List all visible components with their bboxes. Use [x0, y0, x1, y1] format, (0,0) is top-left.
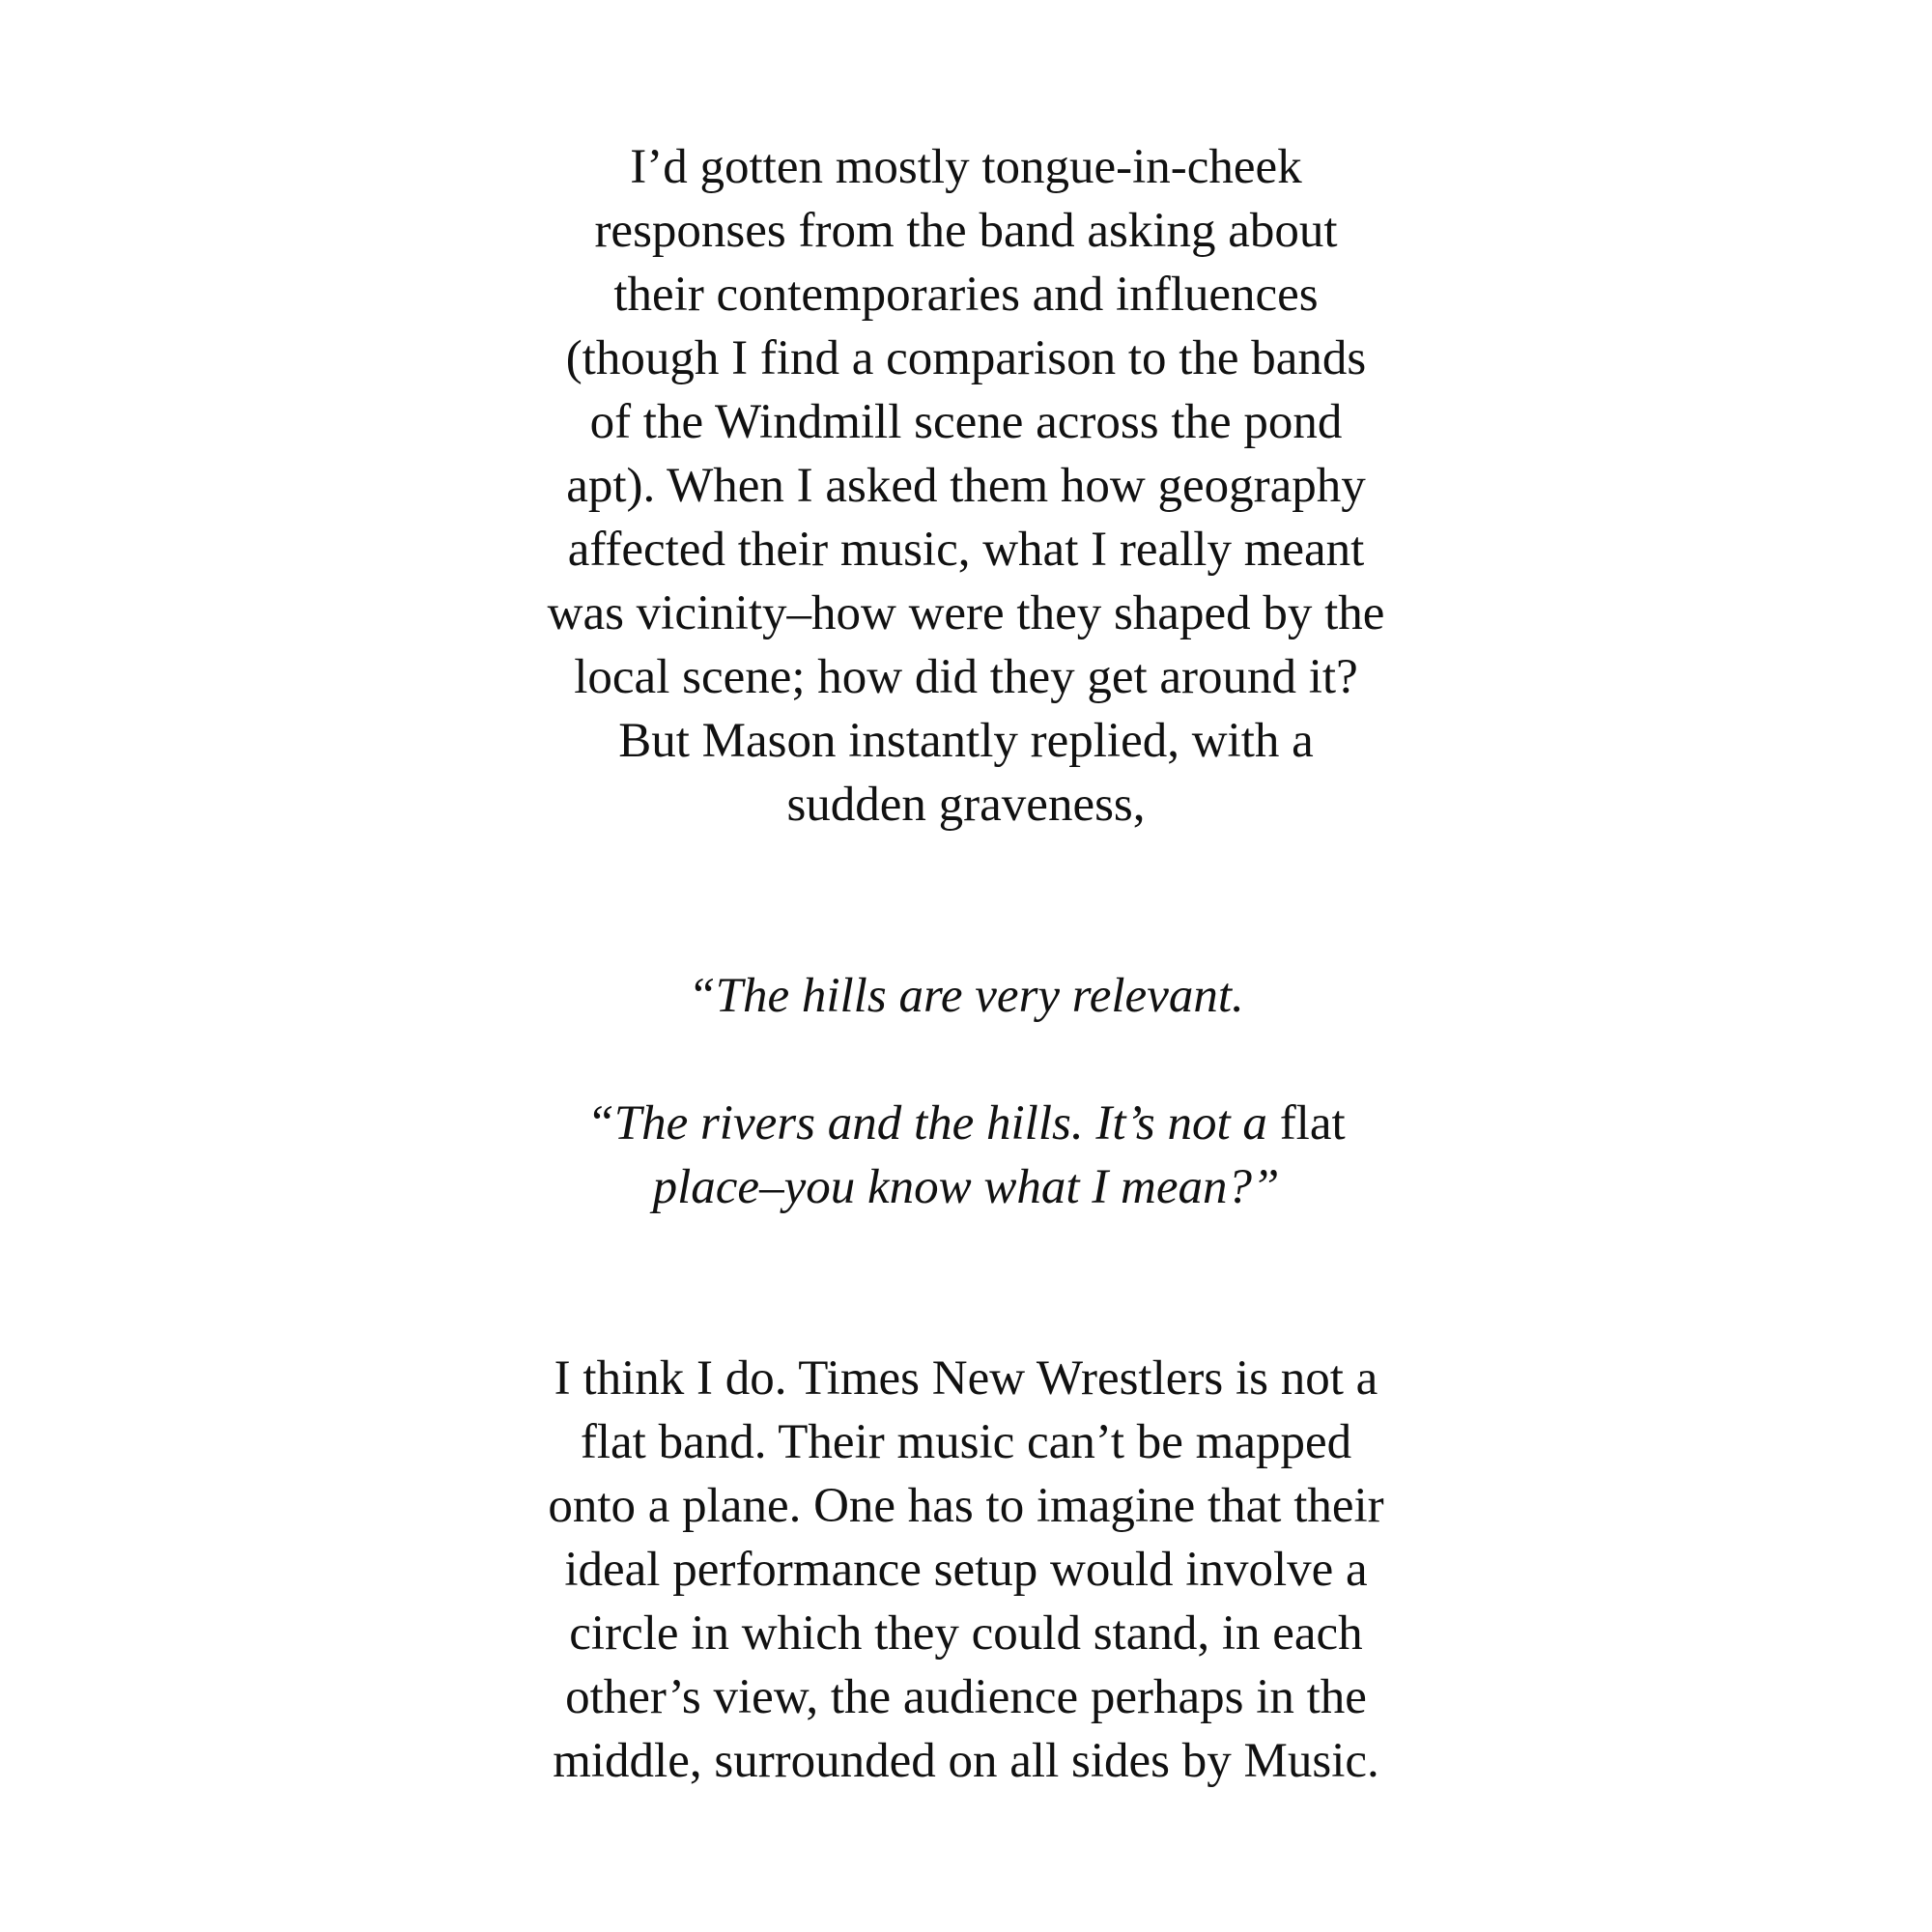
article-body — [483, 135, 1449, 1793]
text-line: flat band. Their music can’t be mapped — [580, 1415, 1352, 1469]
quote-emphasis-word: flat — [1279, 1096, 1346, 1151]
text-line: was vicinity–how were they shaped by the — [547, 586, 1385, 640]
text-line: of the Windmill scene across the pond — [589, 395, 1343, 449]
text-line: onto a plane. One has to imagine that their — [548, 1479, 1384, 1533]
text-line: I’d gotten mostly tongue-in-cheek — [630, 140, 1302, 194]
intro-paragraph — [483, 135, 1449, 837]
text-line: apt). When I asked them how geography — [566, 459, 1366, 513]
text-line: (though I find a comparison to the bands — [565, 331, 1367, 385]
quote-italic-text: “The rivers and the hills. It’s not a — [586, 1096, 1280, 1151]
quote-block — [483, 964, 1449, 1219]
text-line: circle in which they could stand, in each — [569, 1606, 1363, 1661]
quote-line — [483, 1092, 1449, 1219]
quote-line — [483, 964, 1449, 1028]
text-line: I think I do. Times New Wrestlers is not a — [554, 1351, 1378, 1406]
text-line: other’s view, the audience perhaps in the — [565, 1670, 1367, 1724]
quote-text-line — [483, 1092, 1449, 1155]
quote-italic-text: place–you know what I mean?” — [652, 1160, 1280, 1214]
text-line: affected their music, what I really meant — [567, 523, 1365, 577]
closing-paragraph — [483, 1347, 1449, 1793]
text-line: their contemporaries and influences — [613, 268, 1319, 322]
text-line: sudden graveness, — [786, 778, 1146, 832]
text-line: responses from the band asking about — [594, 204, 1338, 258]
text-line: middle, surrounded on all sides by Music. — [553, 1734, 1379, 1788]
text-line: But Mason instantly replied, with a — [618, 714, 1314, 768]
quote-text: “The hills are very relevant. — [688, 969, 1244, 1023]
text-line: local scene; how did they get around it? — [574, 650, 1358, 704]
text-line: ideal performance setup would involve a — [564, 1543, 1368, 1597]
